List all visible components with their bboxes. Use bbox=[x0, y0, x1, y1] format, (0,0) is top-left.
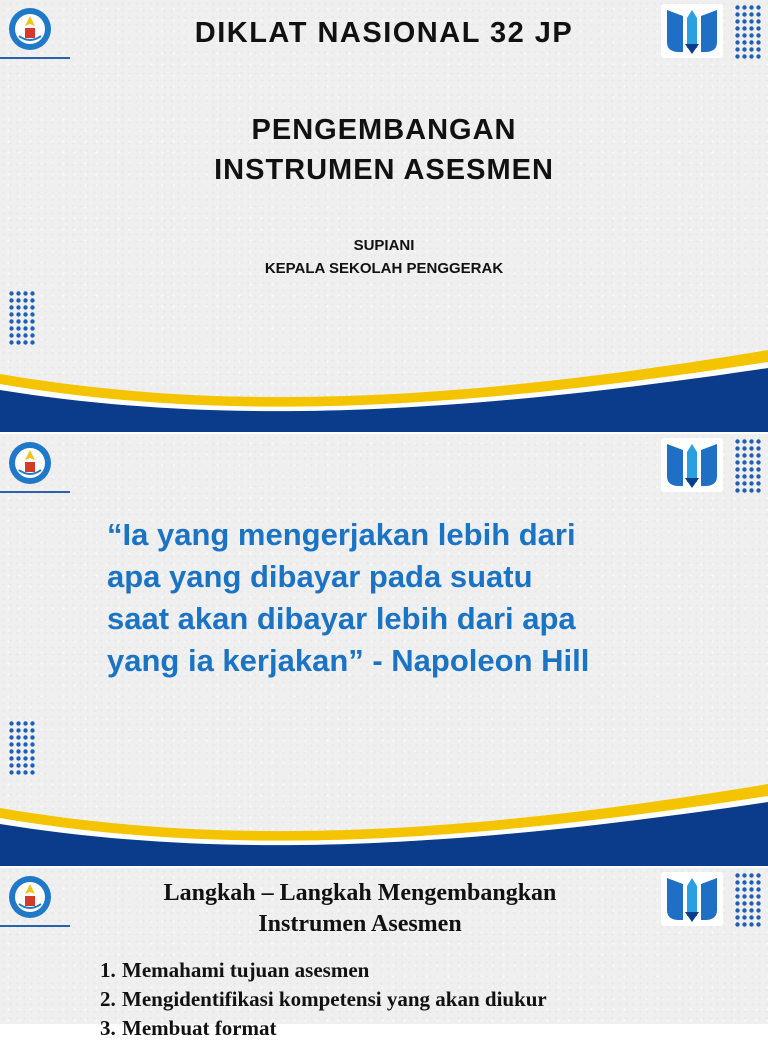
slide-quote bbox=[0, 434, 768, 866]
list-item bbox=[100, 985, 547, 1014]
wave-decoration bbox=[0, 322, 768, 432]
list-item-text: Mengidentifikasi kompetensi yang akan diukur bbox=[122, 987, 547, 1011]
dot-grid-icon bbox=[734, 438, 762, 494]
slide-title-text: DIKLAT NASIONAL 32 JP bbox=[194, 17, 574, 49]
list-item bbox=[100, 1014, 547, 1043]
author-name: SUPIANI bbox=[353, 237, 415, 254]
program-logo-icon bbox=[661, 872, 723, 926]
quote-line: yang ia kerjakan” - Napoleon Hill bbox=[107, 643, 590, 678]
tut-wuri-emblem-icon bbox=[5, 440, 55, 486]
header-accent-line bbox=[0, 491, 70, 493]
quote-line: apa yang dibayar pada suatu bbox=[107, 559, 533, 594]
steps-heading-line-1: Langkah – Langkah Mengembangkan bbox=[163, 880, 557, 906]
quote-line: “Ia yang mengerjakan lebih dari bbox=[107, 517, 576, 552]
list-item-text: Memahami tujuan asesmen bbox=[122, 958, 370, 982]
steps-heading-line-2: Instrumen Asesmen bbox=[258, 911, 462, 937]
list-item-text: Membuat format bbox=[122, 1016, 277, 1040]
header-accent-line bbox=[0, 57, 70, 59]
wave-decoration bbox=[0, 756, 768, 866]
subtitle-line-1: PENGEMBANGAN bbox=[251, 114, 517, 146]
list-item-number: 2. bbox=[100, 987, 116, 1011]
author-role: KEPALA SEKOLAH PENGGERAK bbox=[264, 260, 504, 277]
program-logo-icon bbox=[661, 438, 723, 492]
slide-title bbox=[0, 0, 768, 432]
subtitle-line-2: INSTRUMEN ASESMEN bbox=[214, 154, 554, 186]
list-item bbox=[100, 956, 547, 985]
quote-line: saat akan dibayar lebih dari apa bbox=[107, 601, 576, 636]
header-accent-line bbox=[0, 925, 70, 927]
steps-list bbox=[100, 956, 547, 1043]
list-item-number: 1. bbox=[100, 958, 116, 982]
list-item-number: 3. bbox=[100, 1016, 116, 1040]
quote-text bbox=[107, 514, 667, 682]
dot-grid-icon bbox=[734, 872, 762, 928]
tut-wuri-emblem-icon bbox=[5, 874, 55, 920]
slide-steps bbox=[0, 868, 768, 1040]
steps-heading bbox=[90, 878, 630, 940]
